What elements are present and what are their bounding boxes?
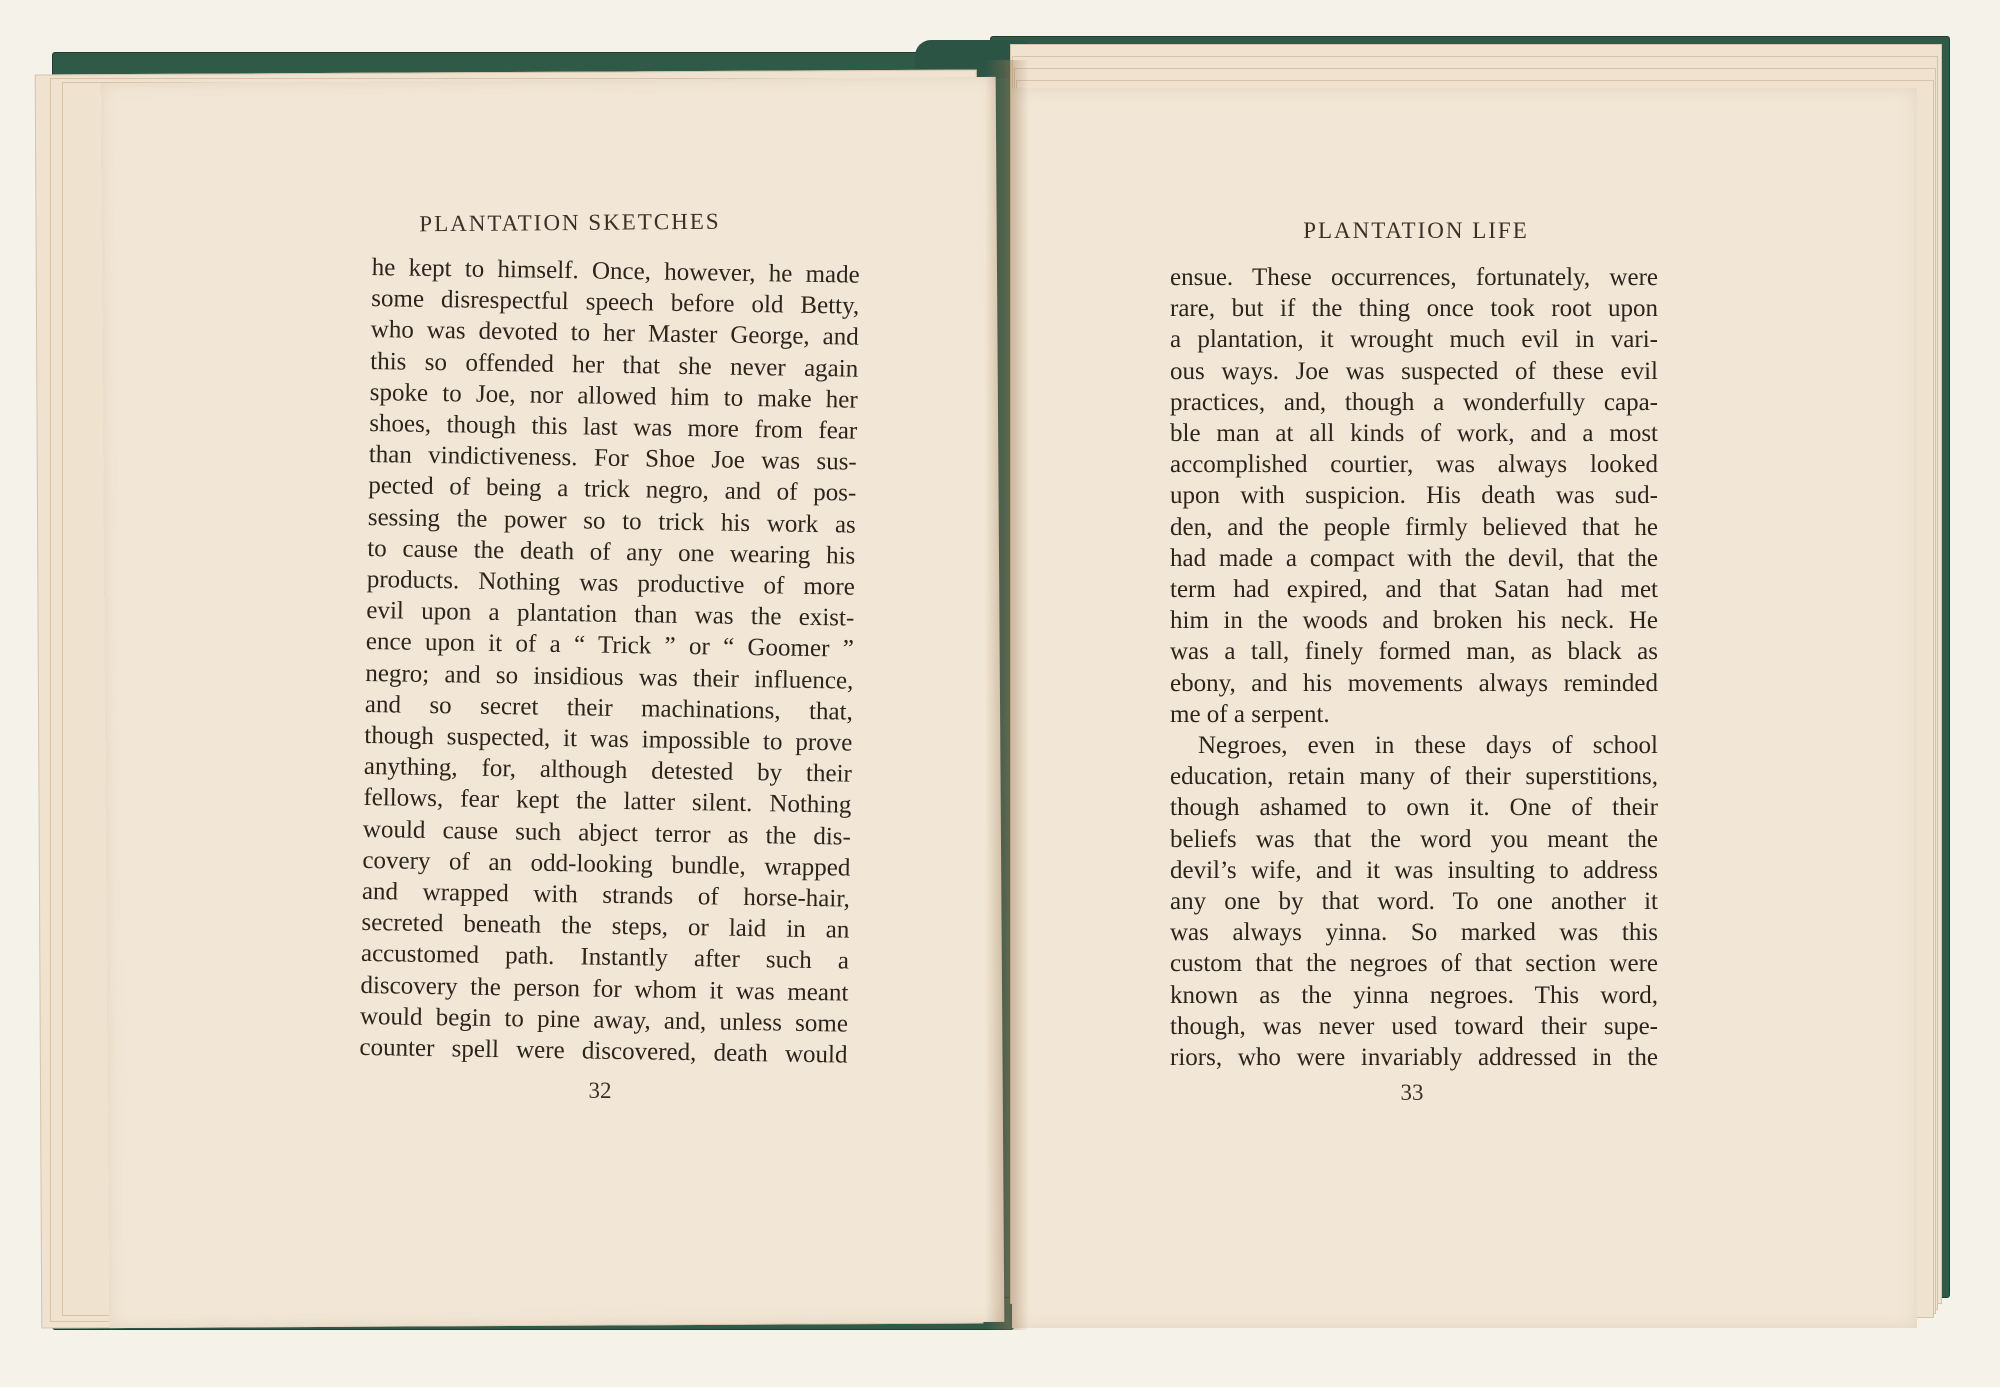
text-line: though ashamed to own it. One of their <box>1170 794 1658 822</box>
text-line: covery of an odd-looking bundle, wrapped <box>362 846 851 882</box>
text-line: Negroes, even in these days of school <box>1198 732 1658 760</box>
text-line: custom that the negroes of that section were <box>1170 950 1658 978</box>
text-line: ous ways. Joe was suspected of these evil <box>1170 357 1658 385</box>
text-line: and so secret their machinations, that, <box>364 690 854 726</box>
text-line: known as the yinna negroes. This word, <box>1170 981 1658 1009</box>
text-line: shoes, though this last was more from fear <box>369 409 858 445</box>
text-line: devil’s wife, and it was insulting to address <box>1170 856 1658 884</box>
left-page-number: 32 <box>588 1078 612 1103</box>
right-running-head: PLANTATION LIFE <box>1303 218 1529 243</box>
text-line: to cause the death of any one wearing his <box>367 534 856 570</box>
book-gutter <box>985 60 1029 1330</box>
text-line: who was devoted to her Master George, and <box>370 316 859 352</box>
text-line: would cause such abject terror as the dis- <box>362 815 852 851</box>
text-line: ence upon it of a “ Trick ” or “ Goomer ” <box>365 628 855 664</box>
text-line: term had expired, and that Satan had met <box>1170 576 1658 604</box>
text-line: ebony, and his movements always reminded <box>1170 669 1658 697</box>
text-line: and wrapped with strands of horse-hair, <box>361 877 851 913</box>
text-line: though suspected, it was impossible to prove <box>364 721 853 757</box>
text-line: riors, who were invariably addressed in the <box>1170 1044 1658 1072</box>
text-line: me of a serpent. <box>1170 700 1330 728</box>
text-line: him in the woods and broken his neck. He <box>1170 607 1658 635</box>
text-line: pected of being a trick negro, and of pos- <box>368 472 857 508</box>
text-line: negro; and so insidious was their influence, <box>365 659 854 695</box>
text-line: beliefs was that the word you meant the <box>1170 825 1658 853</box>
text-line: secreted beneath the steps, or laid in an <box>361 909 850 944</box>
left-running-head: PLANTATION SKETCHES <box>419 208 721 237</box>
text-line: upon with suspicion. His death was sud- <box>1170 482 1658 510</box>
text-line: he kept to himself. Once, however, he made <box>371 253 860 289</box>
text-line: ble man at all kinds of work, and a most <box>1170 420 1658 448</box>
text-line: spoke to Joe, nor allowed him to make her <box>369 378 858 414</box>
text-line: accomplished courtier, was always looked <box>1170 451 1658 479</box>
left-page-text <box>359 252 860 1071</box>
text-line: any one by that word. To one another it <box>1170 888 1658 916</box>
text-line: this so offended her that she never again <box>370 347 859 383</box>
text-line: though, was never used toward their supe- <box>1170 1012 1658 1040</box>
text-line: accustomed path. Instantly after such a <box>360 940 850 976</box>
text-line: practices, and, though a wonderfully capa- <box>1170 388 1658 416</box>
text-line: evil upon a plantation than was the exist- <box>366 597 855 632</box>
right-page-number: 33 <box>1400 1080 1424 1105</box>
text-line: ensue. These occurrences, fortunately, were <box>1170 264 1658 291</box>
text-line: fellows, fear kept the latter silent. Nothing <box>363 784 852 820</box>
text-line: discovery the person for whom it was meant <box>360 971 849 1007</box>
text-line: had made a compact with the devil, that the <box>1170 544 1658 572</box>
text-line: counter spell were discovered, death would <box>359 1033 848 1069</box>
text-line: was a tall, finely formed man, as black as <box>1170 638 1658 666</box>
text-line: than vindictiveness. For Shoe Joe was sus- <box>368 441 857 476</box>
text-line: was always yinna. So marked was this <box>1170 919 1658 947</box>
text-line: den, and the people firmly believed that he <box>1170 513 1658 541</box>
text-line: anything, for, although detested by their <box>363 753 853 788</box>
text-line: some disrespectful speech before old Betty, <box>371 285 860 320</box>
text-line: a plantation, it wrought much evil in vari- <box>1170 326 1658 354</box>
text-line: rare, but if the thing once took root upon <box>1170 295 1658 323</box>
text-line: education, retain many of their superstitions, <box>1170 763 1658 791</box>
text-line: products. Nothing was productive of more <box>366 565 856 601</box>
text-line: would begin to pine away, and, unless some <box>359 1002 849 1038</box>
right-page-text <box>1170 262 1658 1073</box>
text-line: sessing the power so to trick his work as <box>367 503 856 539</box>
